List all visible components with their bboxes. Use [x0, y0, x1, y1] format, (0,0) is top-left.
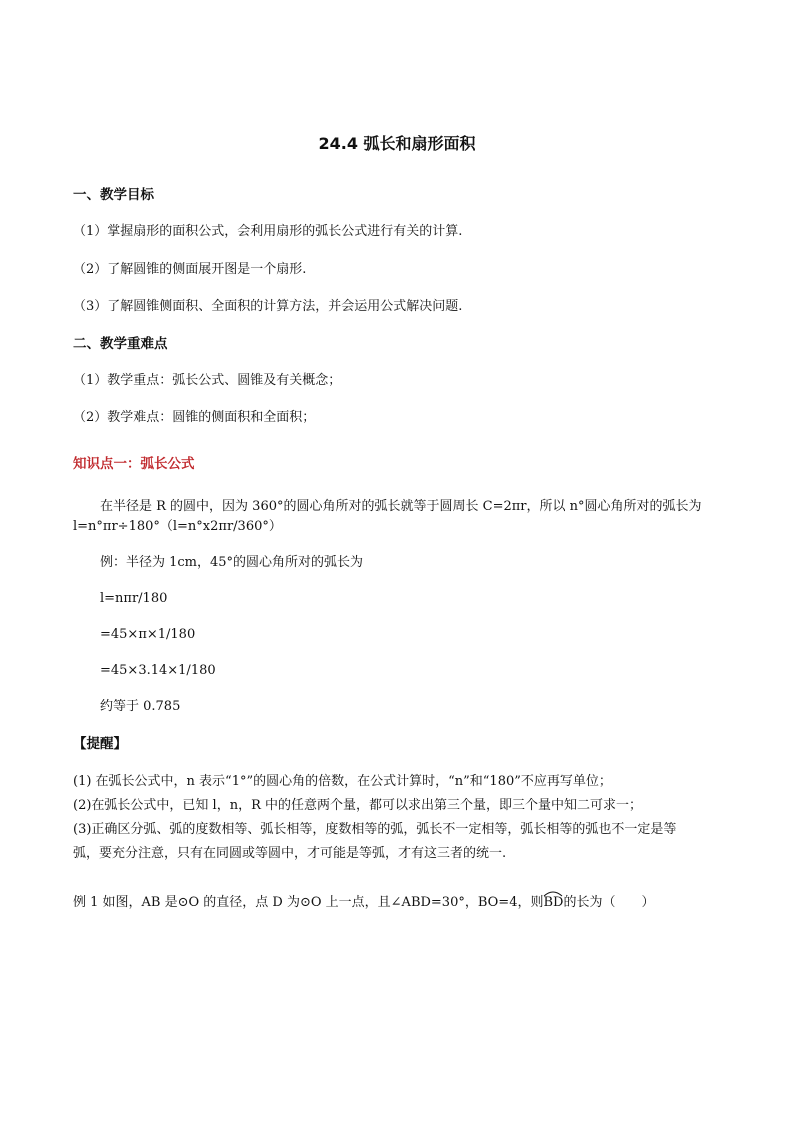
- reminder-line-1: (1) 在弧长公式中，n 表示“1°”的圆心角的倍数，在公式计算时，“n”和“180”不应再写单位；: [73, 774, 612, 789]
- example-intro: 例：半径为 1cm，45°的圆心角所对的弧长为: [100, 555, 364, 570]
- section1-heading: 一、教学目标: [73, 187, 154, 203]
- arc-bd: [543, 895, 563, 911]
- keypoint-item-2: （2）教学难点：圆锥的侧面积和全面积；: [73, 410, 316, 425]
- arc-mark-icon: [543, 889, 563, 897]
- knowledge-paragraph-line1: 在半径是 R 的圆中，因为 360°的圆心角所对的弧长就等于圆周长 C=2πr，所以 n°圆心角所对的弧长为: [100, 499, 702, 514]
- section2-heading: 二、教学重难点: [73, 336, 168, 352]
- formula-step-1: l=nπr/180: [100, 591, 168, 606]
- objective-item-3: （3）了解圆锥侧面积、全面积的计算方法，并会运用公式解决问题.: [73, 299, 463, 314]
- reminder-line-3: (3)正确区分弧、弧的度数相等、弧长相等，度数相等的弧，弧长不一定相等，弧长相等的弧也不一定是等: [73, 822, 677, 837]
- reminder-line-2: (2)在弧长公式中，已知 l，n，R 中的任意两个量，都可以求出第三个量，即三个量中知二可求一；: [73, 798, 642, 813]
- formula-result: 约等于 0.785: [100, 699, 181, 714]
- formula-step-2: =45×π×1/180: [100, 627, 196, 642]
- reminder-heading: 【提醒】: [73, 736, 127, 752]
- arc-label: BD: [543, 895, 564, 910]
- reminder-line-4: 弧，要充分注意，只有在同圆或等圆中，才可能是等弧，才有这三者的统一.: [73, 846, 507, 861]
- objective-item-2: （2）了解圆锥的侧面展开图是一个扇形.: [73, 262, 307, 277]
- objective-item-1: （1）掌握扇形的面积公式，会利用扇形的弧长公式进行有关的计算.: [73, 224, 463, 239]
- keypoint-item-1: （1）教学重点：弧长公式、圆锥及有关概念；: [73, 373, 342, 388]
- formula-step-3: =45×3.14×1/180: [100, 663, 216, 678]
- knowledge-heading: 知识点一：弧长公式: [73, 456, 195, 472]
- knowledge-paragraph-line2: l=n°πr÷180°（l=n°x2πr/360°）: [73, 519, 282, 534]
- example1-suffix: 的长为（ ）: [563, 895, 655, 910]
- example1-question: [73, 895, 654, 911]
- example1-prefix: 例 1 如图，AB 是⊙O 的直径，点 D 为⊙O 上一点，且∠ABD=30°，BO=4，则: [73, 895, 544, 910]
- page-title: 24.4 弧长和扇形面积: [318, 134, 476, 153]
